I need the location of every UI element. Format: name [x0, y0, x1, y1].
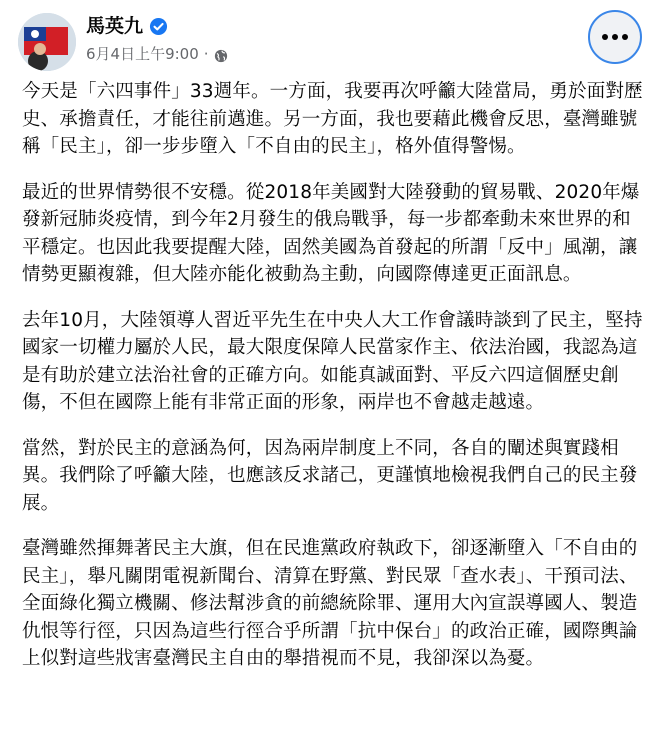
verified-badge-icon	[149, 17, 168, 36]
more-options-icon	[602, 34, 628, 40]
author-name[interactable]: 馬英九	[86, 15, 144, 37]
more-options-button[interactable]	[588, 10, 642, 64]
post-timestamp[interactable]: 6月4日上午9:00	[86, 45, 199, 63]
post-paragraph: 最近的世界情勢很不安穩。從2018年美國對大陸發動的貿易戰、2020年爆發新冠肺炎疫情，到今年2月發生的俄烏戰爭，每一步都牽動未來世界的和平穩定。也因此我要提醒大陸，固然美國為首發起的所謂「反中」風潮，讓情勢更顯複雜，但大陸亦能化被動為主動，向國際傳達更正面訊息。	[22, 181, 640, 285]
post-header	[0, 0, 660, 78]
meta-separator: ·	[203, 45, 209, 63]
post-body	[22, 78, 648, 691]
post-paragraph: 臺灣雖然揮舞著民主大旗，但在民進黨政府執政下，卻逐漸墮入「不自由的民主」，舉凡關閉電視新聞台、清算在野黨、對民眾「查水表」、干預司法、全面綠化獨立機關、修法幫涉貪的前總統除罪、運用大內宣誤導國人、製造仇恨等行徑，只因為這些行徑合乎所謂「抗中保台」的政治正確，國際輿論上似對這些戕害臺灣民主自由的舉措視而不見，我卻深以為憂。	[22, 538, 638, 669]
avatar[interactable]	[18, 13, 76, 71]
post-meta	[86, 43, 228, 65]
post-paragraph: 去年10月，大陸領導人習近平先生在中央人大工作會議時談到了民主，堅持國家一切權力屬於人民，最大限度保障人民當家作主、依法治國，我認為這是有助於建立法治社會的正確方向。如能真誠面對、平反六四這個歷史創傷，不但在國際上能有非常正面的形象，兩岸也不會越走越遠。	[22, 309, 643, 413]
post-paragraph: 今天是「六四事件」33週年。一方面，我要再次呼籲大陸當局，勇於面對歷史、承擔責任，才能往前邁進。另一方面，我也要藉此機會反思，臺灣雖號稱「民主」，卻一步步墮入「不自由的民主」，格外值得警惕。	[22, 81, 643, 157]
avatar-flag-image	[18, 13, 76, 71]
globe-icon[interactable]	[214, 47, 228, 61]
author-name-row	[86, 14, 168, 38]
post-paragraph: 當然，對於民主的意涵為何，因為兩岸制度上不同，各自的闡述與實踐相異。我們除了呼籲大陸，也應該反求諸己，更謹慎地檢視我們自己的民主發展。	[22, 437, 638, 514]
